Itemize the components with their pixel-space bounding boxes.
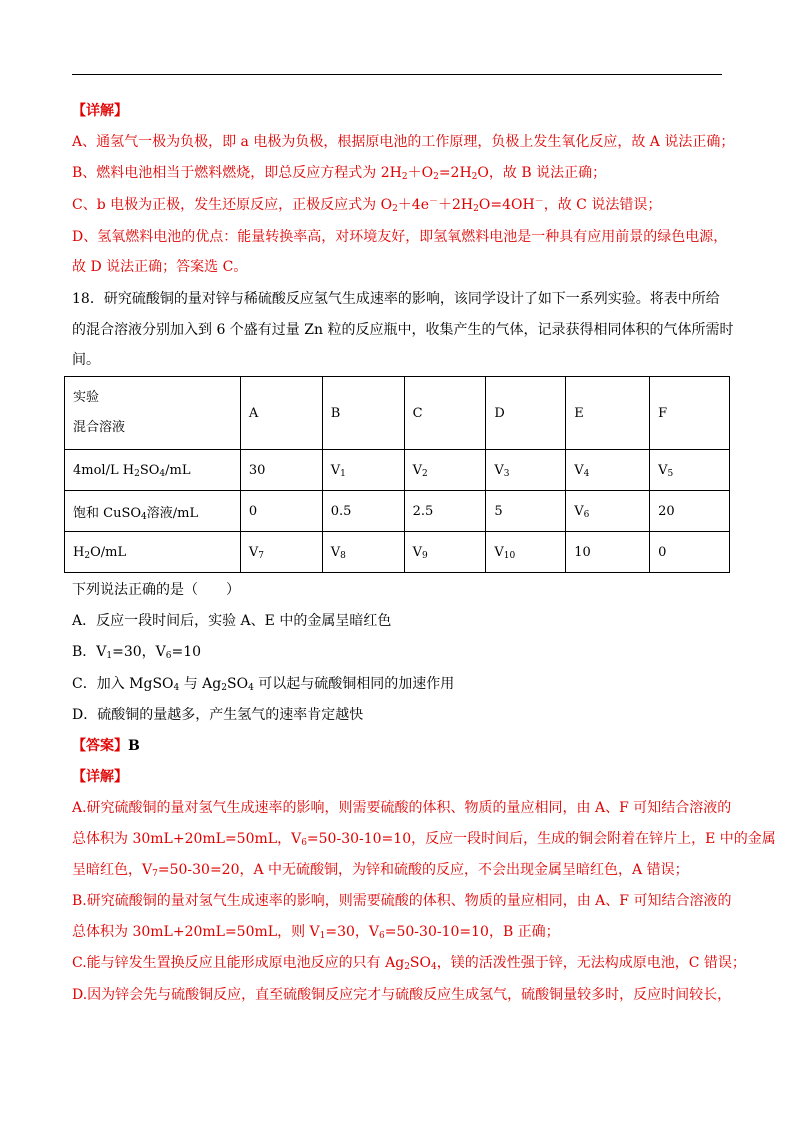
- header-label-bottom: 混合溶液: [73, 420, 126, 435]
- table-cell: $V_9$: [404, 532, 486, 573]
- table-cell: 0.5: [322, 491, 404, 532]
- detail1-option-d-line1: D、氢氧燃料电池的优点：能量转换率高，对环境友好，即氢氧燃料电池是一种具有应用前景的绿色电源，: [72, 229, 728, 245]
- table-cell: $V_8$: [322, 532, 404, 573]
- table-row: [65, 491, 730, 532]
- column-header: D: [486, 377, 566, 450]
- detail1-option-b: B、燃料电池相当于燃料燃烧，即总反应方程式为 $2H_2+O_2=2H_2O$，故 B 说法正确；: [72, 165, 607, 182]
- detail2-a-line1: A.研究硫酸铜的量对氢气生成速率的影响，则需要硫酸的体积、物质的量应相同，由 A、F 可知结合溶液的: [72, 800, 732, 816]
- detail2-a-line3: 呈暗红色，$V_7=50-30=20$，A 中无硫酸铜，为锌和硫酸的反应，不会出现金属呈暗红色，A 错误；: [72, 862, 689, 879]
- table-cell: 30: [240, 450, 322, 491]
- detail2-b-line1: B.研究硫酸铜的量对氢气生成速率的影响，则需要硫酸的体积、物质的量应相同，由 A、F 可知结合溶液的: [72, 893, 732, 909]
- table-cell: $V_6$: [566, 491, 650, 532]
- table-cell: 0: [240, 491, 322, 532]
- table-row: [65, 532, 730, 573]
- column-header: C: [404, 377, 486, 450]
- table-cell: 5: [486, 491, 566, 532]
- table-cell: 20: [650, 491, 730, 532]
- table-header-row: [65, 377, 730, 450]
- column-header: B: [322, 377, 404, 450]
- option-d: D．硫酸铜的量越多，产生氢气的速率肯定越快: [72, 707, 364, 723]
- detail1-option-a: A、通氢气一极为负极，即 a 电极为负极，根据原电池的工作原理，负极上发生氧化反应，故 A 说法正确；: [72, 134, 735, 150]
- table-cell: $V_4$: [566, 450, 650, 491]
- detail2-d-line: D.因为锌会先与硫酸铜反应，直至硫酸铜反应完才与硫酸反应生成氢气，硫酸铜量较多时，反应时间较长，: [72, 987, 732, 1003]
- detail2-a-line2: 总体积为 30mL+20mL=50mL，$V_6=50-30-10=10$，反应一段时间后，生成的铜会附着在锌片上，E 中的金属: [72, 831, 776, 848]
- answer-line: [72, 736, 140, 756]
- option-c: C．加入 MgSO$_4$ 与 $Ag_2SO_4$ 可以起与硫酸铜相同的加速作用: [72, 676, 455, 693]
- table-cell: 10: [566, 532, 650, 573]
- table-cell: $V_7$: [240, 532, 322, 573]
- table-header-corner: [65, 377, 241, 450]
- answer-value: B: [128, 738, 140, 754]
- column-header: F: [650, 377, 730, 450]
- column-header: E: [566, 377, 650, 450]
- detail2-c-line: C.能与锌发生置换反应且能形成原电池反应的只有 $Ag_2SO_4$，镁的活泼性强于锌，无法构成原电池，C 错误；: [72, 955, 746, 972]
- question-line-3: 间。: [72, 352, 100, 368]
- table-cell: 2.5: [404, 491, 486, 532]
- row-label: 4mol/L $H_2SO_4/mL$: [65, 450, 241, 491]
- question-line-1: 18．研究硫酸铜的量对锌与稀硫酸反应氢气生成速率的影响，该同学设计了如下一系列实验。将表中所给: [72, 291, 720, 307]
- table-cell: $V_5$: [650, 450, 730, 491]
- question-line-2: 的混合溶液分别加入到 6 个盛有过量 Zn 粒的反应瓶中，收集产生的气体，记录获得相同体积的气体所需时: [72, 322, 734, 338]
- option-b: B．$V_1=30$，$V_6=10$: [72, 644, 202, 661]
- row-label: 饱和 CuSO$_4$溶液/mL: [65, 491, 241, 532]
- row-label: $H_2O/mL$: [65, 532, 241, 573]
- experiment-table: [64, 376, 730, 573]
- option-a: A．反应一段时间后，实验 A、E 中的金属呈暗红色: [72, 613, 392, 629]
- table-cell: 0: [650, 532, 730, 573]
- column-header: A: [240, 377, 322, 450]
- table-cell: $V_{10}$: [486, 532, 566, 573]
- table-cell: $V_3$: [486, 450, 566, 491]
- header-rule: [72, 74, 722, 75]
- table-cell: $V_2$: [404, 450, 486, 491]
- detail-heading-2: 【详解】: [72, 769, 128, 785]
- header-label-top: 实验: [73, 390, 100, 405]
- table-row: [65, 450, 730, 491]
- answer-label: 【答案】: [72, 738, 128, 754]
- detail1-option-c: C、b 电极为正极，发生还原反应，正极反应式为 $O_2+4e^-+2H_2O=4OH^-$，故 C 说法错误；: [72, 197, 662, 214]
- detail2-b-line2: 总体积为 30mL+20mL=50mL，则 $V_1=30$，$V_6=50-30-10=10$，B 正确；: [72, 924, 560, 941]
- question-prompt: 下列说法正确的是（ ）: [72, 582, 240, 598]
- table-cell: $V_1$: [322, 450, 404, 491]
- detail-heading-1: 【详解】: [72, 103, 128, 119]
- detail1-option-d-line2: 故 D 说法正确；答案选 C。: [72, 259, 248, 275]
